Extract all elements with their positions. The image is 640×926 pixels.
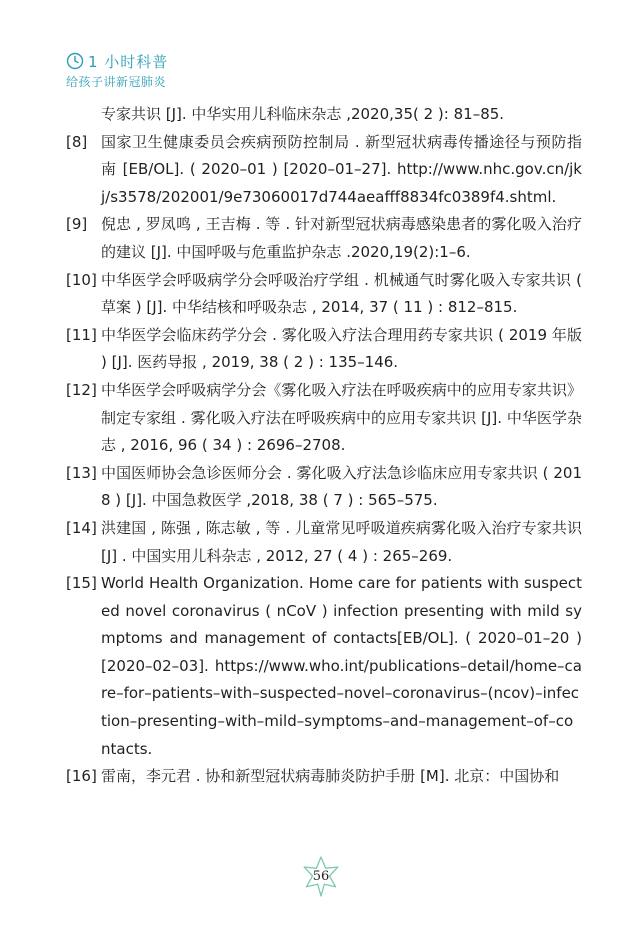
reference-text: 中国医师协会急诊医师分会 . 雾化吸入疗法急诊临床应用专家共识 ( 2018 ) [J]. 中国急救医学 ,2018, 38 ( 7 ) : 565–575. — [101, 463, 582, 510]
reference-number — [66, 101, 101, 129]
reference-text: 专家共识 [J]. 中华实用儿科临床杂志 ,2020,35( 2 ): 81–85. — [101, 105, 505, 123]
reference-text: 国家卫生健康委员会疾病预防控制局 . 新型冠状病毒传播途径与预防指 南 [EB/OL]. ( 2020–01 ) [2020–01–27]. http://www.nhc.gov.cn/jkj/s3578/202001/9e73060017d744aeafff8834fc0389f4.shtml. — [101, 132, 582, 206]
reference-number: [11] — [66, 325, 97, 344]
reference-item — [66, 211, 582, 266]
reference-text: 中华医学会呼吸病学分会《雾化吸入疗法在呼吸疾病中的应用专家共识》制定专家组 . 雾化吸入疗法在呼吸疾病中的应用专家共识 [J]. 中华医学杂志 , 2016, 96 ( 34 ) : 2696–2708. — [101, 380, 582, 455]
reference-number: [10] — [66, 270, 97, 289]
page-number: 56 — [312, 869, 330, 884]
running-header — [66, 50, 168, 90]
page-number-badge — [298, 854, 344, 900]
reference-text: World Health Organization. Home care for patients with suspected novel coronavirus ( nCoV ) infection presenting with mild symptoms and management of contacts[EB/OL]. ( 2020–01–20 ) [2020–02–03]. https://www.who.int/publications–detail/home–care–for–patients–with–suspected–novel–coronavirus–(ncov)–infection–presenting–with–mild–symptoms–and–management–of–contacts. — [101, 574, 582, 758]
reference-item — [66, 763, 582, 791]
reference-number: [8] — [66, 132, 88, 151]
clock-icon — [66, 52, 84, 70]
reference-item — [66, 129, 582, 212]
reference-number: [14] — [66, 518, 97, 537]
reference-number: [16] — [66, 767, 97, 786]
reference-item — [66, 515, 582, 570]
reference-number: [12] — [66, 380, 97, 399]
reference-text: 雷南，李元君 . 协和新型冠状病毒肺炎防护手册 [M]. 北京：中国协和 — [101, 767, 560, 786]
reference-item — [66, 322, 582, 377]
book-title: 1 小时科普 — [88, 52, 169, 71]
reference-item — [66, 460, 582, 515]
book-subtitle: 给孩子讲新冠肺炎 — [66, 75, 167, 89]
reference-text: 洪建国 , 陈强 , 陈志敏 , 等 . 儿童常见呼吸道疾病雾化吸入治疗专家共识 [J] . 中国实用儿科杂志 , 2012, 27 ( 4 ) : 265–269. — [101, 518, 582, 565]
reference-text: 中华医学会呼吸病学分会呼吸治疗学组 . 机械通气时雾化吸入专家共识 ( 草案 ) [J]. 中华结核和呼吸杂志 , 2014, 37 ( 11 ) : 812–815. — [101, 270, 582, 317]
reference-item — [66, 570, 582, 763]
reference-list — [66, 101, 582, 791]
reference-item — [66, 377, 582, 460]
reference-number: [15] — [66, 574, 97, 593]
reference-item — [66, 267, 582, 322]
reference-text: 中华医学会临床药学分会 . 雾化吸入疗法合理用药专家共识 ( 2019 年版 ) [J]. 医药导报 , 2019, 38 ( 2 ) : 135–146. — [101, 325, 582, 372]
book-title-row — [66, 50, 168, 72]
reference-number: [9] — [66, 215, 88, 234]
reference-text: 倪忠 , 罗凤鸣 , 王吉梅 . 等 . 针对新型冠状病毒感染患者的雾化吸入治疗的建议 [J]. 中国呼吸与危重监护杂志 .2020,19(2):1–6. — [101, 215, 582, 261]
reference-number: [13] — [66, 463, 97, 482]
reference-item — [66, 101, 582, 129]
